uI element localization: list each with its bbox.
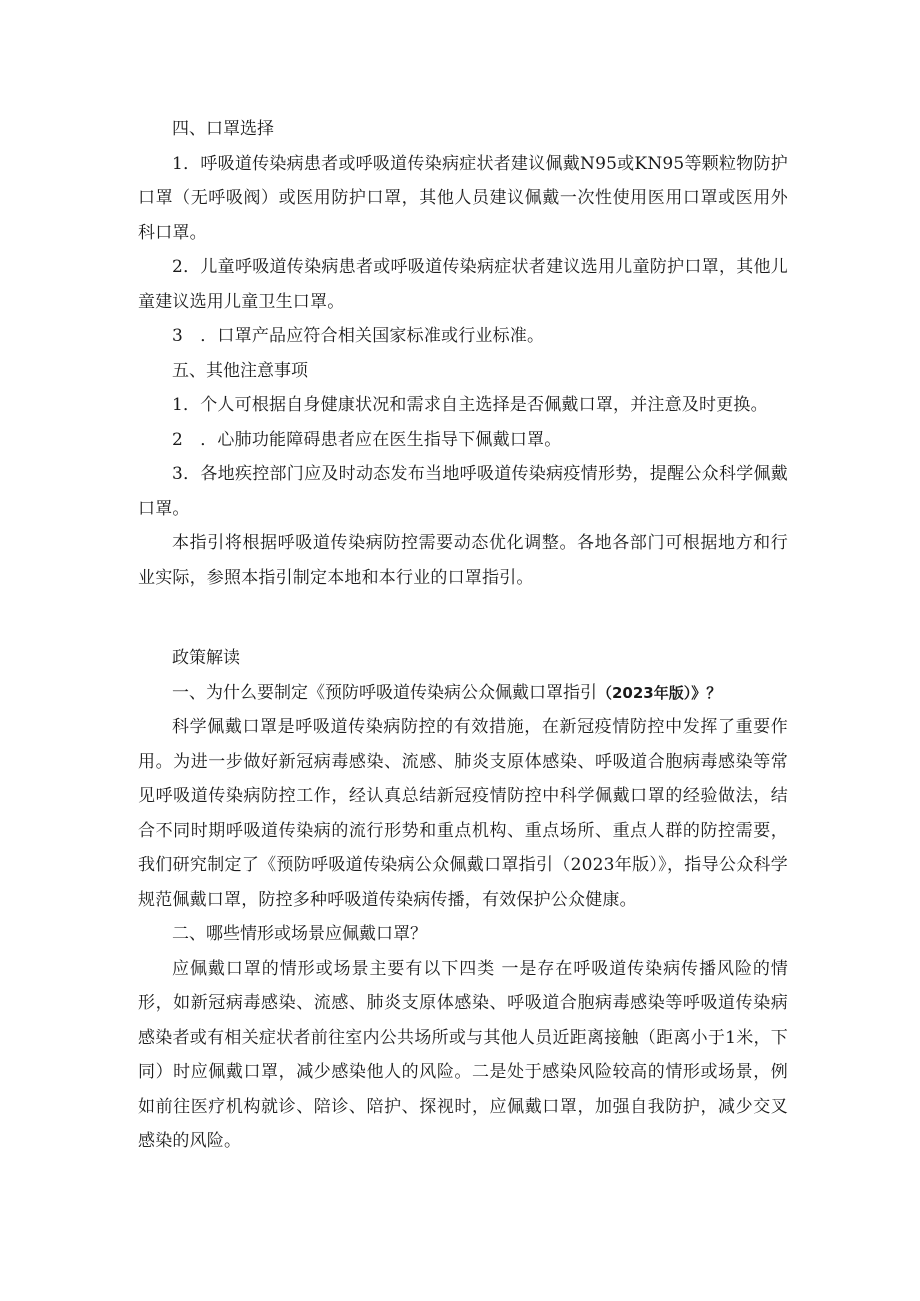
question-1-prefix: 一、为什么要制定《预防呼吸道传染病公众佩戴口罩指引 xyxy=(172,682,597,703)
section-gap xyxy=(138,595,788,641)
section-4-heading: 四、口罩选择 xyxy=(172,119,274,139)
section-4-item-3: 3 ．口罩产品应符合相关国家标准或行业标准。 xyxy=(172,326,545,346)
document-page xyxy=(138,112,788,1159)
section-4-item-1: 1．呼吸道传染病患者或呼吸道传染病症状者建议佩戴N95或KN95等颗粒物防护口罩（无呼吸阀）或医用防护口罩，其他人员建议佩戴一次性使用医用口罩或医用外科口罩。 xyxy=(138,153,788,243)
section-5-item-1: 1．个人可根据自身健康状况和需求自主选择是否佩戴口罩，并注意及时更换。 xyxy=(172,395,768,415)
section-5-heading: 五、其他注意事项 xyxy=(172,360,308,381)
question-1-year: （2023年版）》？ xyxy=(597,683,722,702)
interpretation-title: 政策解读 xyxy=(172,648,240,668)
section-4-item-2: 2．儿童呼吸道传染病患者或呼吸道传染病症状者建议选用儿童防护口罩，其他儿童建议选用儿童卫生口罩。 xyxy=(138,257,788,312)
answer-2-paragraph: 应佩戴口罩的情形或场景主要有以下四类 一是存在呼吸道传染病传播风险的情形，如新冠病毒感染、流感、肺炎支原体感染、呼吸道合胞病毒感染等呼吸道传染病感染者或有相关症状者前往室内公共场所或与其他人员近距离接触（距离小于1米，下同）时应佩戴口罩，减少感染他人的风险。二是处于感染风险较高的情形或场景，例如前往医疗机构就诊、陪诊、陪护、探视时，应佩戴口罩，加强自我防护，减少交叉感染的风险。 xyxy=(138,958,788,1151)
section-5-item-3: 3．各地疾控部门应及时动态发布当地呼吸道传染病疫情形势，提醒公众科学佩戴口罩。 xyxy=(138,464,788,519)
closing-paragraph: 本指引将根据呼吸道传染病防控需要动态优化调整。各地各部门可根据地方和行业实际，参照本指引制定本地和本行业的口罩指引。 xyxy=(138,533,788,588)
section-5-item-2: 2 ．心肺功能障碍患者应在医生指导下佩戴口罩。 xyxy=(172,429,562,450)
question-2-heading: 二、哪些情形或场景应佩戴口罩？ xyxy=(172,924,427,944)
answer-1-paragraph: 科学佩戴口罩是呼吸道传染病防控的有效措施，在新冠疫情防控中发挥了重要作用。为进一步做好新冠病毒感染、流感、肺炎支原体感染、呼吸道合胞病毒感染等常见呼吸道传染病防控工作，经认真总结新冠疫情防控中科学佩戴口罩的经验做法，结合不同时期呼吸道传染病的流行形势和重点机构、重点场所、重点人群的防控需要，我们研究制定了《预防呼吸道传染病公众佩戴口罩指引（2023年版）》，指导公众科学规范佩戴口罩，防控多种呼吸道传染病传播，有效保护公众健康。 xyxy=(138,717,788,910)
question-1-heading xyxy=(138,676,788,711)
